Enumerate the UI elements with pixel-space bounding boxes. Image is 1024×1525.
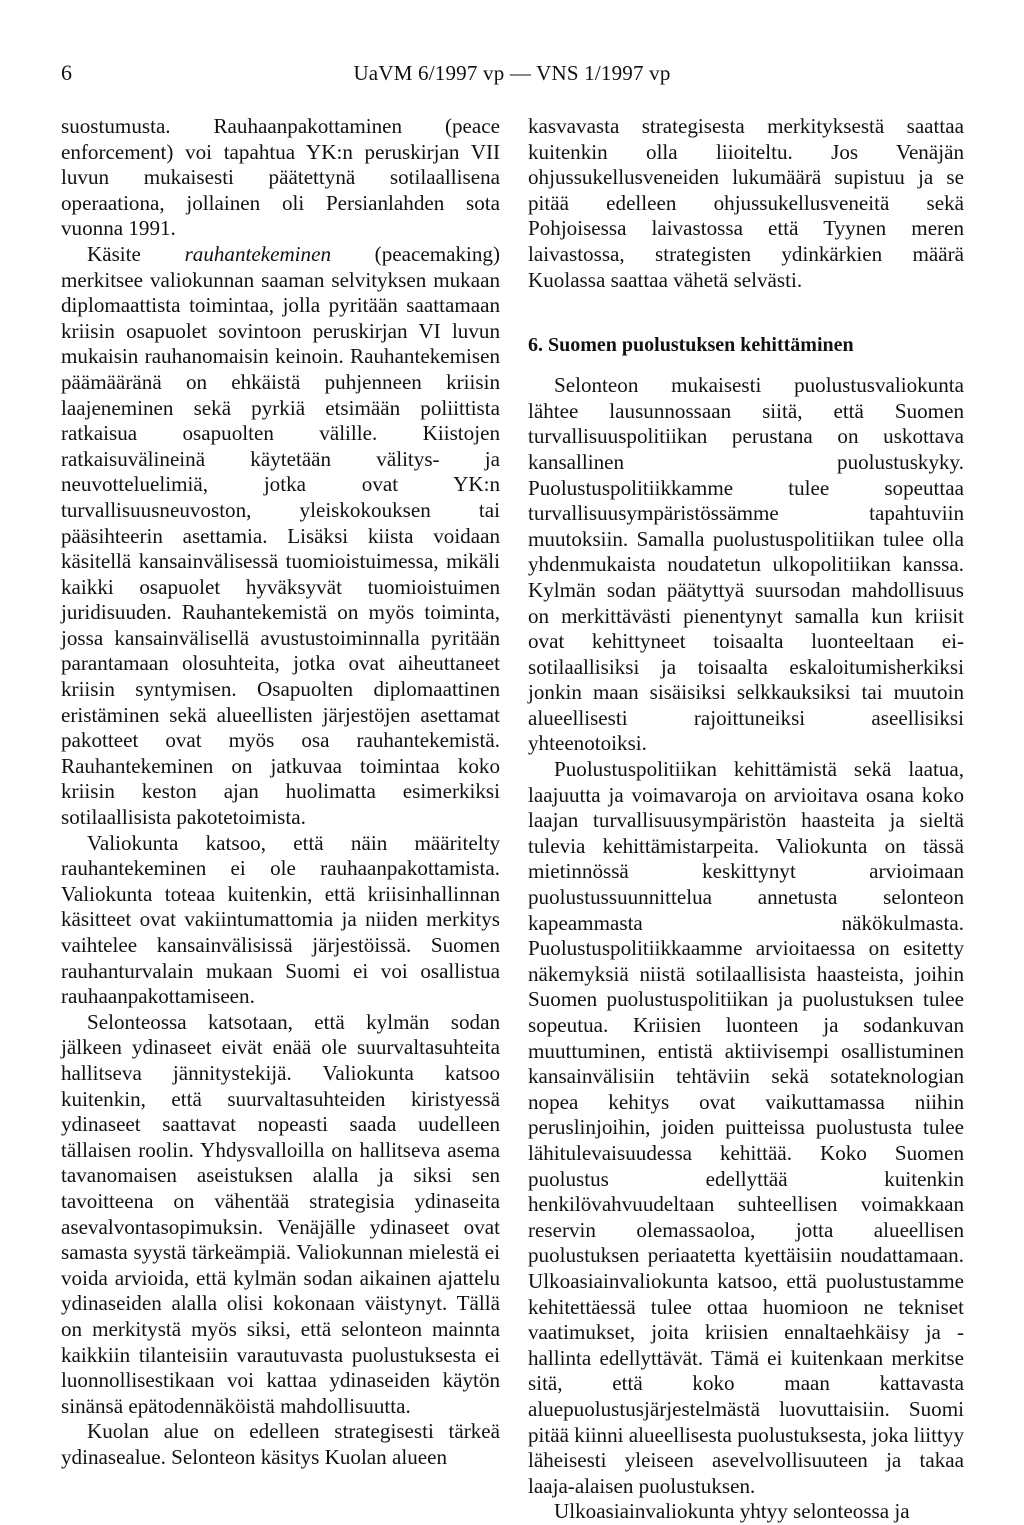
paragraph: Valiokunta katsoo, että näin määritelty rauhantekeminen ei ole rauhaanpakottamista. Valiokunta toteaa kuitenkin, että kriisinhallinnan käsitteet ovat vakiintumattomia ja niiden merkitys vaihtelee kansainvälisissä järjestöissä. Suomen rauhanturvalain mukaan Suomi ei voi osallistua rauhaanpakottamiseen. [61, 830, 500, 1009]
paragraph-rest: (peacemaking) merkitsee valiokunnan saaman selvityksen mukaan diplomaattista toimintaa, jolla pyritään saattamaan kriisin osapuolet sovintoon peruskirjan VI luvun mukaisin rauhanomaisin keinoin. Rauhantekemisen päämääränä on ehkäistä puhjenneen kriisin laajeneminen sekä pyrkiä etsimään poliittista ratkaisua osapuolten välille. Kiistojen ratkaisuvälineinä käytetään välitys- ja neuvotteluelimiä, jotka ovat YK:n turvallisuusneuvoston, yleiskokouksen tai pääsihteerin asettamia. Lisäksi kiista voidaan käsitellä kansainvälisessä tuomioistuimessa, mikäli kaikki osapuolet hyväksyvät tuomioistuimen juridisuuden. Rauhantekemistä on myös toiminta, jossa kansainvälisellä avustustoiminnalla pyritään parantamaan olosuhteita, jotka ovat aiheuttaneet kriisin syntymisen. Osapuolten diplomaattinen eristäminen sekä alueellisten järjestöjen asettamat pakotteet ovat myös osa rauhantekemistä. Rauhantekeminen on jatkuvaa toimintaa koko kriisin keston ajan huolimatta esimerkiksi sotilaallisista pakotetoimista. [61, 241, 500, 830]
paragraph: Selonteossa katsotaan, että kylmän sodan jälkeen ydinaseet eivät enää ole suurvaltasuhteita hallitseva jännitystekijä. Valiokunta katsoo kuitenkin, että suurvaltasuhteiden kiristyessä ydinaseet saattavat nopeasti saada uudelleen tällaisen roolin. Yhdysvalloilla on hallitseva asema tavanomaisen aseistuksen alalla ja siksi sen tavoitteena on vähentää strategisia ydinaseita asevalvontasopimuksin. Venäjälle ydinaseet ovat samasta syystä tärkeämpiä. Valiokunnan mielestä ei voida arvioida, että kylmän sodan aikainen ajattelu ydinaseiden alalla olisi kokonaan väistynyt. Tällä on merkitystä myös siksi, että selonteon mainnta kaikkiin tilanteisiin varautuvasta puolustuksesta ei luonnollisestikaan voi kattaa ydinaseiden käytön sinänsä epätodennäköistä mahdollisuutta. [61, 1009, 500, 1418]
paragraph: Puolustuspolitiikan kehittämistä sekä laatua, laajuutta ja voimavaroja on arvioitava osana koko laajan turvallisuusympäristön haasteita ja sieltä tulevia kehittämistarpeita. Valiokunta on tässä mietinnössä keskittynyt arvioimaan puolustussuunnittelua annetusta selonteon kapeammasta näkökulmasta. Puolustuspolitiikkaamme arvioitaessa on esitetty näkemyksiä niistä sotilaallisista haasteista, joihin Suomen puolustuspolitiikan ja puolustuksen tulee sopeutua. Kriisien luonteen ja sodankuvan muuttuminen, entistä aktiivisempi osallistuminen kansainvälisiin tehtäviin sekä sotateknologian nopea kehitys ovat vaikuttamassa niihin peruslinjoihin, joiden puitteissa puolustusta tulee lähitulevaisuudessa kehittää. Koko Suomen puolustus edellyttää kuitenkin henkilövahvuudeltaan suhteellisen voimakkaan reservin olemassaoloa, jotta alueellisen puolustuksen periaatetta kyettäisiin noudattamaan. Ulkoasiainvaliokunta katsoo, että puolustustamme kehitettäessä tulee ottaa huomioon ne tekniset vaatimukset, joita kriisien ennaltaehkäisy ja -hallinta edellyttävät. Tämä ei kuitenkaan merkitse sitä, että koko maan kattavasta aluepuolustusjärjestelmästä luovuttaisiin. Suomi pitää kiinni alueellisesta puolustuksesta, joka liittyy läheisesti yleiseen asevelvollisuuteen ja takaa laaja-alaisen puolustuksen. [528, 757, 964, 1498]
left-column [61, 114, 500, 1470]
paragraph: Ulkoasiainvaliokunta yhtyy selonteossa ja [554, 1499, 910, 1524]
paragraph [61, 242, 500, 831]
paragraph: Selonteon mukaisesti puolustusvaliokunta lähtee lausunnossaan siitä, että Suomen turvallisuuspolitiikan perustana on uskottava kansallinen puolustuskyky. Puolustuspolitiikkamme tulee sopeuttaa turvallisuusympäristössämme tapahtuviin muutoksiin. Samalla puolustuspolitiikan tulee olla yhdenmukaista noudatetun ulkopolitiikan kanssa. Kylmän sodan päätyttyä suursodan mahdollisuus on merkittävästi pienentynyt samalla kun kriisit ovat kehittyneet toisaalta luonteeltaan ei-sotilaallisiksi ja toisaalta eskaloitumisherkiksi jonkin maan sisäisiksi selkkauksiksi tai muutoin alueellisesti rajoittuneiksi aseellisiksi yhteenotoiksi. [528, 373, 964, 756]
section-heading: 6. Suomen puolustuksen kehittäminen [528, 334, 854, 357]
page-number: 6 [61, 60, 72, 85]
right-column [528, 114, 964, 1525]
italic-term: rauhantekeminen [184, 241, 332, 266]
paragraph-lead: Käsite [87, 241, 185, 266]
running-head: UaVM 6/1997 vp — VNS 1/1997 vp [353, 61, 671, 85]
paragraph: Kuolan alue on edelleen strategisesti tärkeä ydinasealue. Selonteon käsitys Kuolan alueen [61, 1419, 500, 1469]
paragraph: suostumusta. Rauhaanpakottaminen (peace enforcement) voi tapahtua YK:n peruskirjan VII luvun mukaisesti päätettynä sotilaallisena operaationa, jollainen oli Persianlahden sota vuonna 1991. [61, 114, 500, 241]
paragraph: kasvavasta strategisesta merkityksestä saattaa kuitenkin olla liioiteltu. Jos Venäjän ohjussukellusveneiden lukumäärä supistuu ja se pitää edelleen ohjussukellusveneitä sekä Pohjoisessa laivastossa että Tyynen meren laivastossa, strategisten ydinkärkien määrä Kuolassa saattaa vähetä selvästi. [528, 114, 964, 292]
